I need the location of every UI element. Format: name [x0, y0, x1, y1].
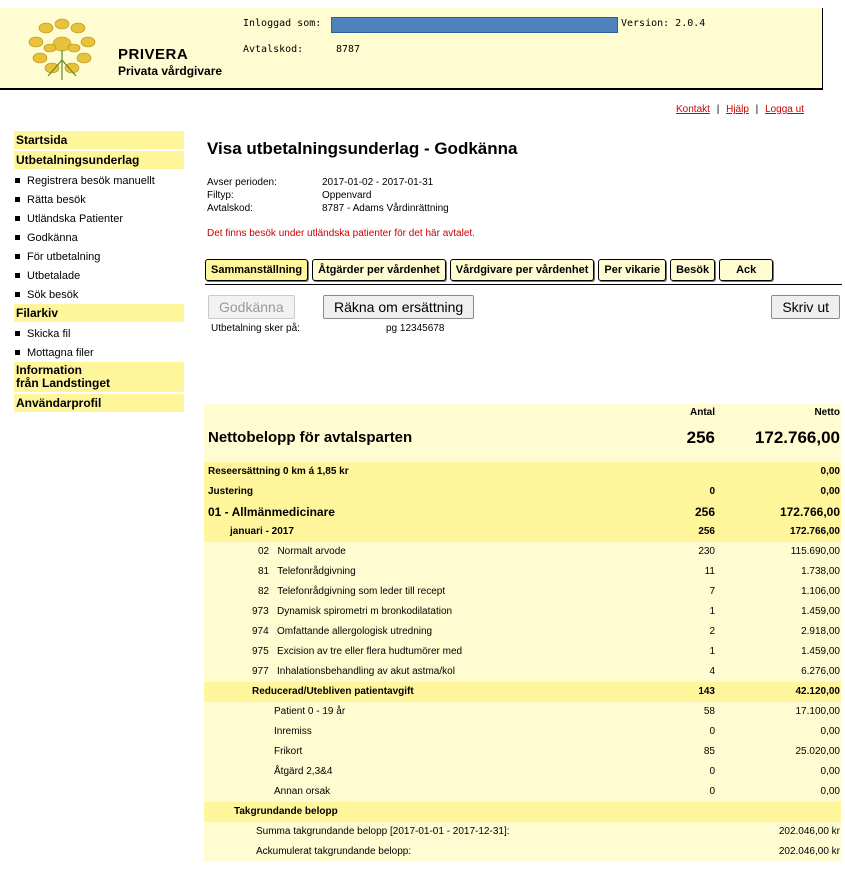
tab-bar: [205, 259, 842, 285]
row-label: Åtgärd 2,3&4: [274, 766, 333, 777]
row-net: 42.120,00: [795, 686, 840, 697]
row-net: 25.020,00: [795, 746, 840, 757]
sidebar-item-skicka-fil[interactable]: [14, 324, 184, 343]
table-row: [204, 722, 841, 742]
row-count: 85: [703, 746, 715, 757]
row-net: 0,00: [820, 786, 840, 797]
tab-sammanstallning[interactable]: Sammanställning: [205, 259, 308, 281]
logout-link[interactable]: Logga ut: [765, 104, 804, 115]
row-count: 0: [709, 486, 715, 497]
row-count: 1: [709, 646, 715, 657]
tab-per-vikarie[interactable]: Per vikarie: [598, 259, 666, 281]
bullet-icon: [15, 273, 20, 278]
row-count: 0: [709, 726, 715, 737]
link-separator: |: [716, 104, 720, 115]
row-net: 0,00: [820, 726, 840, 737]
tab-vardgivare-per-vardenhet[interactable]: Vårdgivare per vårdenhet: [450, 259, 595, 281]
row-net: 0,00: [820, 466, 840, 477]
bullet-icon: [15, 235, 20, 240]
summary-table: [204, 404, 841, 862]
row-label: Justering: [208, 486, 254, 497]
sidebar-item-for-utbetalning[interactable]: [14, 247, 184, 266]
table-row: [204, 482, 841, 502]
table-row: [204, 562, 841, 582]
row-net: 172.766,00: [779, 505, 840, 519]
sidebar-item-label: Utländska Patienter: [27, 212, 123, 225]
table-row: [204, 582, 841, 602]
sidebar-item-label: Godkänna: [27, 231, 78, 244]
row-label: 977 Inhalationsbehandling av akut astma/kol: [252, 666, 455, 677]
row-label: 02 Normalt arvode: [258, 546, 346, 557]
row-net: 17.100,00: [795, 706, 840, 717]
table-row: [204, 702, 841, 722]
brand-subtitle: Privata vårdgivare: [118, 64, 223, 78]
bullet-icon: [15, 292, 20, 297]
contract-label: Avtalskod:: [207, 203, 253, 214]
sidebar-item-label: Skicka fil: [27, 327, 71, 340]
total-net: 172.766,00: [754, 428, 840, 447]
table-row: [204, 522, 841, 542]
sidebar-item-godkanna[interactable]: [14, 228, 184, 247]
period-label: Avser perioden:: [207, 177, 277, 188]
sidebar-item-information[interactable]: [14, 362, 184, 392]
row-count: 4: [709, 666, 715, 677]
row-count: 230: [698, 546, 715, 557]
payment-value: pg 12345678: [386, 323, 445, 334]
row-net: 6.276,00: [801, 666, 840, 677]
row-label: Frikort: [274, 746, 303, 757]
row-label: 974 Omfattande allergologisk utredning: [252, 626, 433, 637]
table-row: [204, 682, 841, 702]
row-count: 256: [694, 505, 715, 519]
sidebar-item-label: Sök besök: [27, 288, 79, 301]
table-header: [204, 404, 841, 422]
col-count-header: Antal: [690, 407, 715, 418]
row-count: 1: [709, 606, 715, 617]
row-count: 58: [703, 706, 715, 717]
sidebar-item-registrera[interactable]: [14, 171, 184, 190]
row-count: 2: [709, 626, 715, 637]
contract-code-label: Avtalskod:: [243, 44, 304, 55]
bullet-icon: [15, 350, 20, 355]
sidebar: [14, 131, 184, 414]
spacer: [204, 454, 841, 462]
logged-in-label: Inloggad som:: [243, 18, 322, 29]
sidebar-item-label: från Landstinget: [16, 376, 111, 390]
row-label: 973 Dynamisk spirometri m bronkodilatation: [252, 606, 453, 617]
sidebar-section-filarkiv[interactable]: Filarkiv: [14, 304, 184, 322]
row-label: Ackumulerat takgrundande belopp:: [256, 846, 412, 857]
sidebar-item-mottagna-filer[interactable]: [14, 343, 184, 362]
sidebar-item-anvandarprofil[interactable]: Användarprofil: [14, 394, 184, 412]
contract-value: 8787 - Adams Vårdinrättning: [322, 203, 449, 214]
table-row: [204, 602, 841, 622]
total-count: 256: [686, 428, 715, 447]
total-row: [204, 422, 841, 454]
row-label: Patient 0 - 19 år: [274, 706, 346, 717]
sidebar-item-startsida[interactable]: Startsida: [14, 131, 184, 149]
sidebar-item-sok-besok[interactable]: [14, 285, 184, 304]
table-row: [204, 642, 841, 662]
row-count: 256: [698, 526, 715, 537]
action-bar: [205, 295, 842, 323]
row-label: Inremiss: [274, 726, 312, 737]
table-row: [204, 742, 841, 762]
bullet-icon: [15, 178, 20, 183]
sidebar-item-utbetalade[interactable]: [14, 266, 184, 285]
total-label: Nettobelopp för avtalsparten: [208, 429, 413, 446]
sidebar-item-label: Utbetalade: [27, 269, 81, 282]
period-value: 2017-01-02 - 2017-01-31: [322, 177, 434, 188]
row-net: 1.738,00: [801, 566, 840, 577]
row-net: 202.046,00 kr: [778, 826, 840, 837]
row-count: 0: [709, 786, 715, 797]
filetype-label: Filtyp:: [207, 190, 234, 201]
link-separator: |: [755, 104, 759, 115]
row-label: 82 Telefonrådgivning som leder till recept: [258, 586, 446, 597]
bullet-icon: [15, 216, 20, 221]
row-net: 172.766,00: [789, 526, 840, 537]
bullet-icon: [15, 331, 20, 336]
help-link[interactable]: Hjälp: [726, 104, 749, 115]
payment-label: Utbetalning sker på:: [211, 323, 300, 334]
sidebar-item-utlandska[interactable]: [14, 209, 184, 228]
row-label: 81 Telefonrådgivning: [258, 566, 356, 577]
table-row: [204, 502, 841, 522]
row-count: 143: [698, 686, 715, 697]
row-net: 0,00: [820, 486, 840, 497]
approve-button[interactable]: Godkänna: [208, 295, 295, 319]
sidebar-item-label: Rätta besök: [27, 193, 86, 206]
row-net: 202.046,00 kr: [778, 846, 840, 857]
table-row: [204, 822, 841, 842]
row-label: 01 - Allmänmedicinare: [208, 505, 335, 519]
table-row: [204, 462, 841, 482]
row-count: 0: [709, 766, 715, 777]
row-label: Annan orsak: [274, 786, 331, 797]
tab-besok[interactable]: Besök: [670, 259, 715, 281]
top-links: [676, 104, 804, 115]
bullet-icon: [15, 254, 20, 259]
logged-in-user-bar: [331, 17, 618, 33]
row-count: 7: [709, 586, 715, 597]
print-button[interactable]: Skriv ut: [771, 295, 840, 319]
table-row: [204, 622, 841, 642]
meta-info: [207, 177, 842, 214]
contract-code-value: 8787: [336, 44, 361, 55]
row-count: 11: [704, 566, 715, 577]
row-label: Takgrundande belopp: [234, 806, 338, 817]
sidebar-item-label: Information: [16, 363, 82, 377]
sidebar-item-ratta[interactable]: [14, 190, 184, 209]
main-content: [205, 131, 842, 334]
row-net: 2.918,00: [801, 626, 840, 637]
col-net-header: Netto: [814, 407, 840, 418]
table-row: [204, 762, 841, 782]
sidebar-item-label: Mottagna filer: [27, 346, 94, 359]
recalculate-button[interactable]: Räkna om ersättning: [323, 295, 474, 319]
contact-link[interactable]: Kontakt: [676, 104, 710, 115]
tab-atgarder-per-vardenhet[interactable]: Åtgärder per vårdenhet: [312, 259, 446, 281]
row-net: 1.459,00: [801, 646, 840, 657]
foreign-patients-warning: Det finns besök under utländska patienter för det här avtalet.: [207, 228, 475, 239]
page-title: Visa utbetalningsunderlag - Godkänna: [207, 139, 518, 158]
table-row: [204, 782, 841, 802]
header: [0, 0, 845, 90]
payment-line: [211, 323, 842, 334]
row-label: 975 Excision av tre eller flera hudtumörer med: [252, 646, 463, 657]
tab-ack[interactable]: Ack: [719, 259, 773, 281]
row-label: januari - 2017: [230, 526, 294, 537]
version-label: Version: 2.0.4: [621, 18, 706, 29]
table-row: [204, 542, 841, 562]
row-label: Summa takgrundande belopp [2017-01-01 - 2017-12-31]:: [256, 826, 510, 837]
row-net: 115.690,00: [790, 546, 840, 557]
row-net: 1.459,00: [801, 606, 840, 617]
table-row: [204, 842, 841, 862]
table-row: [204, 662, 841, 682]
sidebar-item-label: För utbetalning: [27, 250, 101, 263]
row-label: Reducerad/Utebliven patientavgift: [252, 686, 414, 697]
row-net: 0,00: [820, 766, 840, 777]
row-label: Reseersättning 0 km á 1,85 kr: [208, 466, 349, 477]
filetype-value: Oppenvard: [322, 190, 372, 201]
sidebar-item-label: Registrera besök manuellt: [27, 174, 155, 187]
bullet-icon: [15, 197, 20, 202]
table-row: [204, 802, 841, 822]
brand-name: PRIVERA: [118, 46, 189, 63]
row-net: 1.106,00: [801, 586, 840, 597]
sidebar-section-utbetalningsunderlag[interactable]: Utbetalningsunderlag: [14, 151, 184, 169]
